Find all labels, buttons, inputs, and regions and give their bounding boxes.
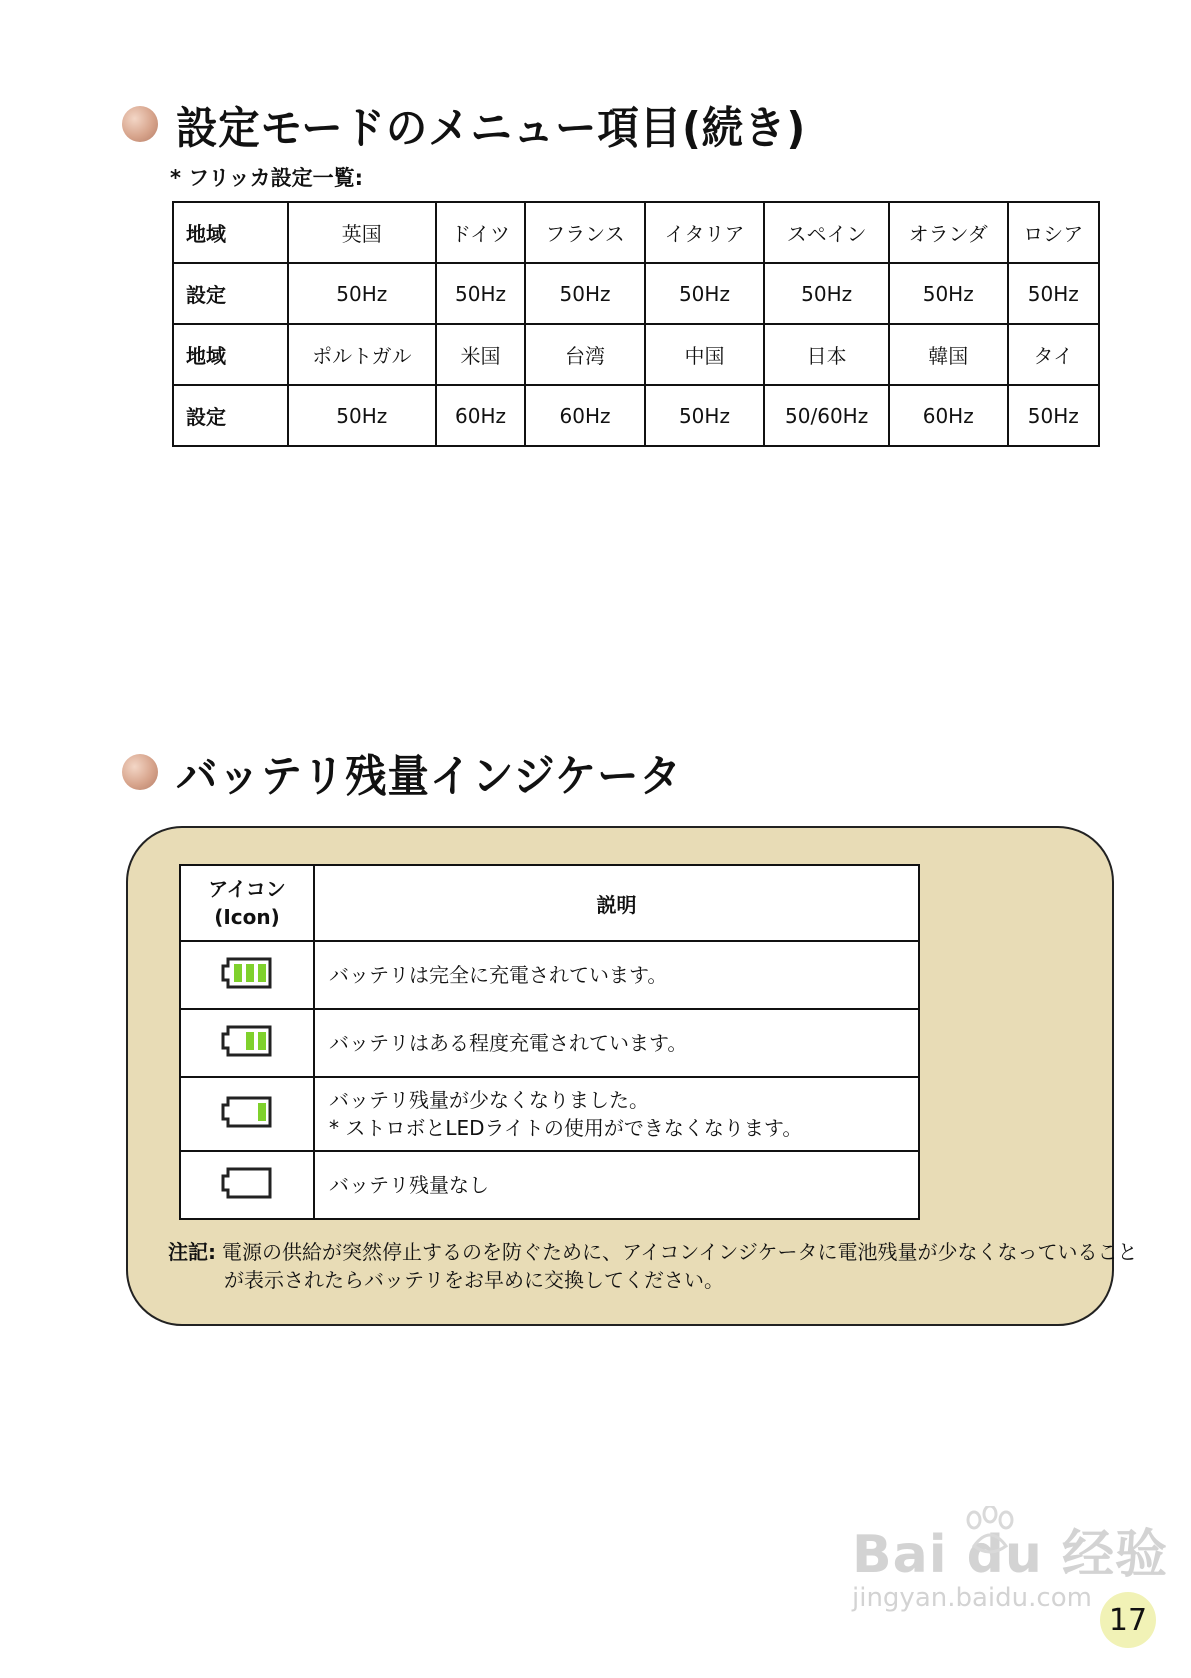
icon-header-line1: アイコン	[208, 877, 286, 901]
flicker-table-cell: 60Hz	[889, 385, 1008, 446]
flicker-row-label: 地域	[173, 324, 288, 385]
note-line1: 電源の供給が突然停止するのを防ぐために、アイコンインジケータに電池残量が少なくなっていること	[222, 1240, 1138, 1264]
flicker-table-cell: フランス	[525, 202, 644, 263]
flicker-table-cell: 50Hz	[1008, 263, 1099, 324]
icon-header-line2: (Icon)	[214, 905, 280, 929]
battery-full-icon	[220, 971, 274, 995]
note-label: 注記:	[168, 1240, 216, 1264]
flicker-table-cell: 50Hz	[764, 263, 888, 324]
battery-description-cell	[314, 1009, 919, 1077]
battery-icon-cell	[180, 1077, 314, 1151]
flicker-table-cell: 50/60Hz	[764, 385, 888, 446]
battery-table-row	[180, 1009, 919, 1077]
flicker-table-cell: 台湾	[525, 324, 644, 385]
battery-description-note: * ストロボとLEDライトの使用ができなくなります。	[329, 1116, 803, 1140]
bullet-circle-icon	[122, 106, 158, 142]
flicker-table-row	[173, 385, 1099, 446]
settings-menu-title: 設定モードのメニュー項目(続き)	[176, 103, 807, 154]
battery-description-line: バッテリ残量なし	[329, 1173, 489, 1197]
flicker-row-label: 設定	[173, 385, 288, 446]
flicker-table-cell: 50Hz	[1008, 385, 1099, 446]
flicker-table-cell: 50Hz	[288, 263, 436, 324]
flicker-table-cell: ドイツ	[436, 202, 526, 263]
battery-description-cell	[314, 1151, 919, 1219]
battery-table	[179, 864, 920, 1220]
note-line2: が表示されたらバッテリをお早めに交換してください。	[224, 1268, 724, 1292]
flicker-table-cell: 60Hz	[436, 385, 526, 446]
page-number: 17	[1100, 1592, 1156, 1648]
flicker-table-cell: 50Hz	[645, 263, 765, 324]
flicker-table-cell: オランダ	[889, 202, 1008, 263]
battery-description-cell	[314, 1077, 919, 1151]
flicker-table-cell: 50Hz	[525, 263, 644, 324]
flicker-table-cell: タイ	[1008, 324, 1099, 385]
flicker-table-cell: ポルトガル	[288, 324, 436, 385]
flicker-subtitle: * フリッカ設定一覧:	[170, 166, 364, 190]
flicker-table-cell: スペイン	[764, 202, 888, 263]
flicker-table-row	[173, 263, 1099, 324]
battery-description-line: バッテリ残量が少なくなりました。	[329, 1088, 649, 1112]
flicker-table-cell: ロシア	[1008, 202, 1099, 263]
flicker-table-cell: 中国	[645, 324, 765, 385]
flicker-table	[172, 201, 1100, 447]
flicker-table-cell: 韓国	[889, 324, 1008, 385]
icon-column-header	[180, 865, 314, 941]
battery-low-icon	[220, 1110, 274, 1134]
battery-empty-icon	[220, 1181, 274, 1205]
flicker-row-label: 地域	[173, 202, 288, 263]
flicker-table-cell: 50Hz	[436, 263, 526, 324]
battery-description-line: バッテリはある程度充電されています。	[329, 1031, 688, 1055]
flicker-table-cell: 50Hz	[645, 385, 765, 446]
flicker-table-cell: 米国	[436, 324, 526, 385]
flicker-table-row	[173, 324, 1099, 385]
flicker-table-cell: 50Hz	[889, 263, 1008, 324]
description-column-header: 説明	[314, 865, 919, 941]
paw-icon	[960, 1506, 1020, 1558]
flicker-table-cell: 日本	[764, 324, 888, 385]
flicker-table-cell: 60Hz	[525, 385, 644, 446]
battery-icon-cell	[180, 1009, 314, 1077]
battery-icon-cell	[180, 1151, 314, 1219]
flicker-table-cell: 50Hz	[288, 385, 436, 446]
bullet-circle-icon	[122, 754, 158, 790]
battery-table-row	[180, 1077, 919, 1151]
flicker-row-label: 設定	[173, 263, 288, 324]
flicker-table-cell: 英国	[288, 202, 436, 263]
battery-medium-icon	[220, 1039, 274, 1063]
watermark-brand: Bai du 经验	[852, 1525, 1168, 1585]
battery-description-cell	[314, 941, 919, 1009]
watermark-url: jingyan.baidu.com	[852, 1583, 1092, 1613]
flicker-table-row	[173, 202, 1099, 263]
battery-description-line: バッテリは完全に充電されています。	[329, 963, 668, 987]
section-title-battery	[122, 740, 714, 804]
section-title-settings-menu	[122, 92, 846, 156]
flicker-table-cell: イタリア	[645, 202, 765, 263]
battery-indicator-title: バッテリ残量インジケータ	[176, 751, 682, 802]
battery-icon-cell	[180, 941, 314, 1009]
battery-table-row	[180, 941, 919, 1009]
battery-table-row	[180, 1151, 919, 1219]
